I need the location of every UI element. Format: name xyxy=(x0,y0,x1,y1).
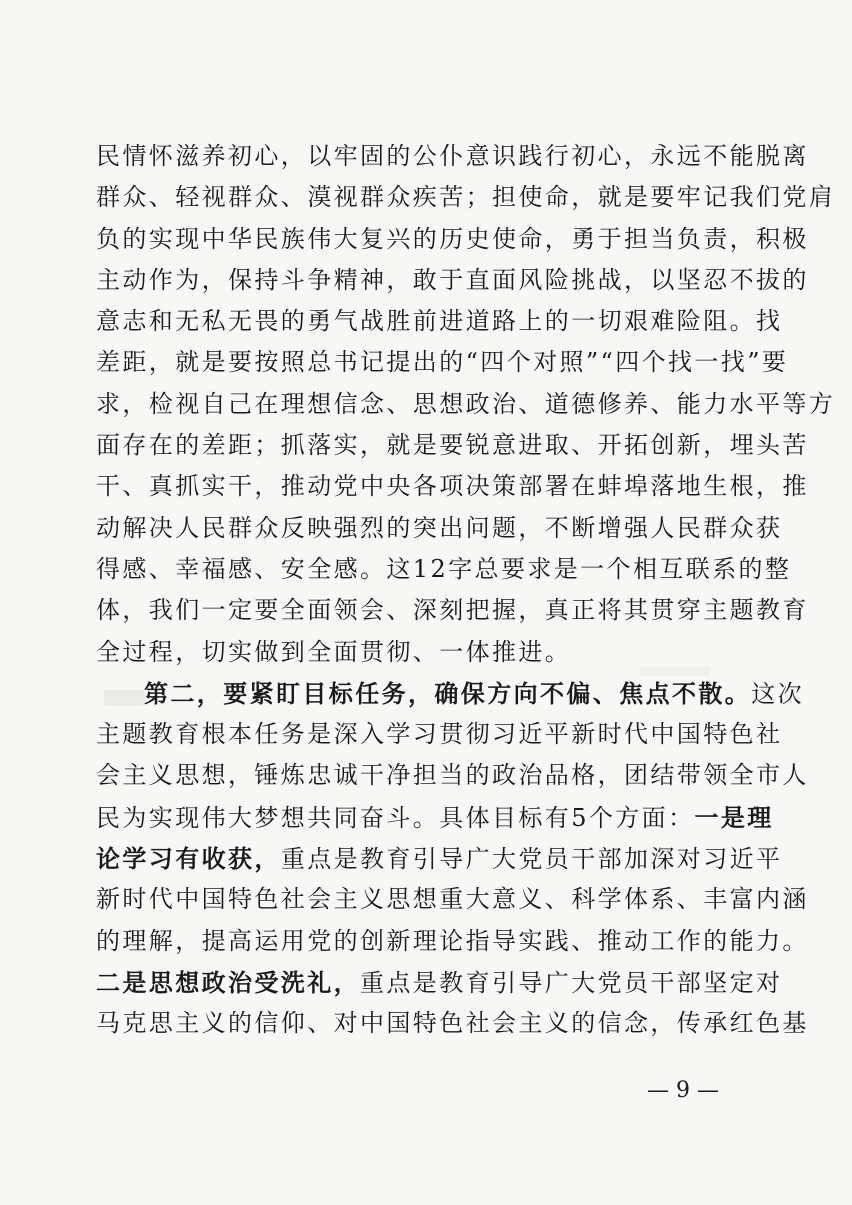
text-line xyxy=(96,797,774,838)
text-span: 这次 xyxy=(751,679,805,708)
text-line: 意志和无私无畏的勇气战胜前进道路上的一切艰难险阻。找 xyxy=(96,307,783,336)
body-text xyxy=(96,136,836,1045)
text-line: 会主义思想，锤炼忠诚干净担当的政治品格，团结带领全市人 xyxy=(96,761,809,790)
paragraph-heading-line xyxy=(96,673,805,714)
text-line: 马克思主义的信仰、对中国特色社会主义的信念，传承红色基 xyxy=(96,1009,809,1038)
bold-span: 二是思想政治受洗礼， xyxy=(96,967,360,997)
bold-span: 一是理 xyxy=(694,802,774,832)
bold-span: 论学习有收获， xyxy=(96,844,281,874)
text-line: 主题教育根本任务是深入学习贯彻习近平新时代中国特色社 xyxy=(96,720,783,749)
text-line: 新时代中国特色社会主义思想重大意义、科学体系、丰富内涵 xyxy=(96,885,809,914)
text-line: 民情怀滋养初心，以牢固的公仆意识践行初心，永远不能脱离 xyxy=(96,142,809,170)
text-line: 干、真抓实干，推动党中央各项决策部署在蚌埠落地生根，推 xyxy=(96,472,809,501)
text-span: 重点是教育引导广大党员干部加深对习近平 xyxy=(280,845,783,874)
text-span: 民为实现伟大梦想共同奋斗。具体目标有5个方面： xyxy=(96,803,695,832)
text-line xyxy=(96,962,783,1003)
text-line: 得感、幸福感、安全感。这12字总要求是一个相互联系的整 xyxy=(96,554,792,583)
text-line: 主动作为，保持斗争精神，敢于直面风险挑战，以坚忍不拔的 xyxy=(96,265,809,294)
text-line: 的理解，提高运用党的创新理论指导实践、推动工作的能力。 xyxy=(96,926,809,955)
text-line: 群众、轻视群众、漠视群众疾苦；担使命，就是要牢记我们党肩 xyxy=(96,183,836,212)
text-line: 求，检视自己在理想信念、思想政治、道德修养、能力水平等方 xyxy=(96,389,836,418)
paragraph-heading: 第二，要紧盯目标任务，确保方向不偏、焦点不散。 xyxy=(144,678,752,708)
text-line: 差距，就是要按照总书记提出的“四个对照”“四个找一找”要 xyxy=(96,348,789,377)
text-line: 体，我们一定要全面领会、深刻把握，真正将其贯穿主题教育 xyxy=(96,596,809,625)
text-line: 全过程，切实做到全面贯彻、一体推进。 xyxy=(96,637,572,666)
text-span: 重点是教育引导广大党员干部坚定对 xyxy=(360,968,783,997)
page-number: — 9 — xyxy=(647,1078,719,1103)
text-line: 动解决人民群众反映强烈的突出问题，不断增强人民群众获 xyxy=(96,513,783,542)
text-line: 面存在的差距；抓落实，就是要锐意进取、开拓创新，埋头苦 xyxy=(96,431,809,460)
text-line xyxy=(96,838,783,879)
text-line: 负的实现中华民族伟大复兴的历史使命，勇于担当负责，积极 xyxy=(96,224,809,253)
